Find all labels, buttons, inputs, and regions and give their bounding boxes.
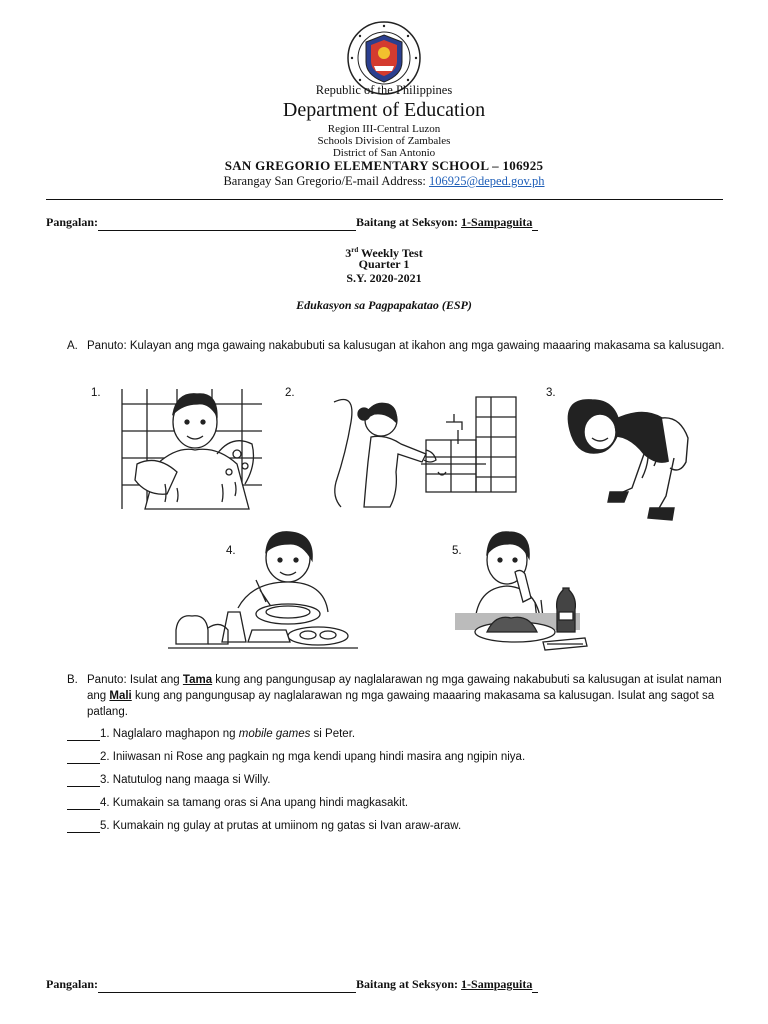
header-region: Region III-Central Luzon: [327, 123, 441, 135]
answer-blank-2[interactable]: [67, 751, 100, 764]
question-1: 1. Naglalaro maghapon ng mobile games si Peter.: [67, 728, 355, 741]
address-label: Barangay San Gregorio/E-mail Address:: [223, 174, 429, 188]
header-address: [0, 174, 768, 189]
word-tama: Tama: [182, 674, 213, 686]
answer-blank-5[interactable]: [67, 820, 100, 833]
boy-eating-breakfast-icon[interactable]: [168, 530, 358, 655]
name-label: Pangalan:: [46, 977, 99, 991]
test-subject: Edukasyon sa Pagpapakatao (ESP): [296, 298, 472, 312]
test-quarter: Quarter 1: [358, 257, 410, 271]
word-mali: Mali: [109, 690, 132, 702]
email-link[interactable]: 106925@deped.gov.ph: [428, 174, 545, 188]
name-blank[interactable]: [98, 977, 356, 993]
section-value: 1-Sampaguita: [461, 215, 533, 229]
part-b-letter: B.: [67, 674, 78, 686]
answer-blank-1[interactable]: [67, 728, 100, 741]
header-district: District of San Antonio: [332, 147, 436, 159]
boy-eating-at-table-icon[interactable]: [445, 528, 595, 653]
header-division: Schools Division of Zambales: [317, 135, 451, 147]
name-blank[interactable]: [98, 215, 356, 231]
picture-number-1: 1.: [91, 387, 101, 399]
part-b-instruction: [67, 672, 747, 724]
picture-number-4: 4.: [226, 545, 236, 557]
question-3: 3. Natutulog nang maaga si Willy.: [67, 774, 270, 787]
test-ordinal: 3: [345, 246, 352, 260]
picture-number-3: 3.: [546, 387, 556, 399]
section-label: Baitang at Seksyon:: [356, 215, 462, 229]
question-4: 4. Kumakain sa tamang oras si Ana upang hindi magkasakit.: [67, 797, 408, 810]
name-line-bottom: [46, 977, 538, 993]
picture-number-5: 5.: [452, 545, 462, 557]
part-b-text: Panuto: Isulat ang Tama kung ang pangungusap ay naglalarawan ng mga gawaing nakabubuti sa kalusugan at isulat naman ang Mali kung ang pangungusap ay naglalarawan ng mga gawaing maaaring makasama sa kalusugan. Isulat ang sagot sa patlang.: [87, 674, 722, 718]
picture-number-2: 2.: [285, 387, 295, 399]
girl-washing-hands-icon[interactable]: [326, 392, 521, 512]
name-line-top: [46, 215, 538, 231]
header-republic: Republic of the Philippines: [315, 83, 453, 97]
question-5: 5. Kumakain ng gulay at prutas at umiinom ng gatas si Ivan araw-araw.: [67, 820, 461, 833]
answer-blank-3[interactable]: [67, 774, 100, 787]
test-ordinal-suffix: rd: [351, 246, 359, 254]
girl-exercising-icon[interactable]: [562, 388, 692, 523]
part-a-text: Panuto: Kulayan ang mga gawaing nakabubuti sa kalusugan at ikahon ang mga gawaing maaaring makasama sa kalusugan.: [87, 340, 725, 352]
test-school-year: S.Y. 2020-2021: [346, 271, 422, 285]
header-divider: [46, 199, 723, 200]
answer-blank-4[interactable]: [67, 797, 100, 810]
header-department: Department of Education: [282, 99, 486, 121]
question-2: 2. Iniiwasan ni Rose ang pagkain ng mga kendi upang hindi masira ang ngipin niya.: [67, 751, 525, 764]
section-label: Baitang at Seksyon:: [356, 977, 462, 991]
name-label: Pangalan:: [46, 215, 99, 229]
section-value: 1-Sampaguita: [461, 977, 533, 991]
part-a-instruction: [67, 338, 747, 372]
test-weekly: Weekly Test: [358, 246, 423, 260]
header-school: SAN GREGORIO ELEMENTARY SCHOOL – 106925: [224, 158, 544, 173]
boy-bathing-icon[interactable]: [117, 384, 267, 514]
part-a-letter: A.: [67, 340, 78, 352]
